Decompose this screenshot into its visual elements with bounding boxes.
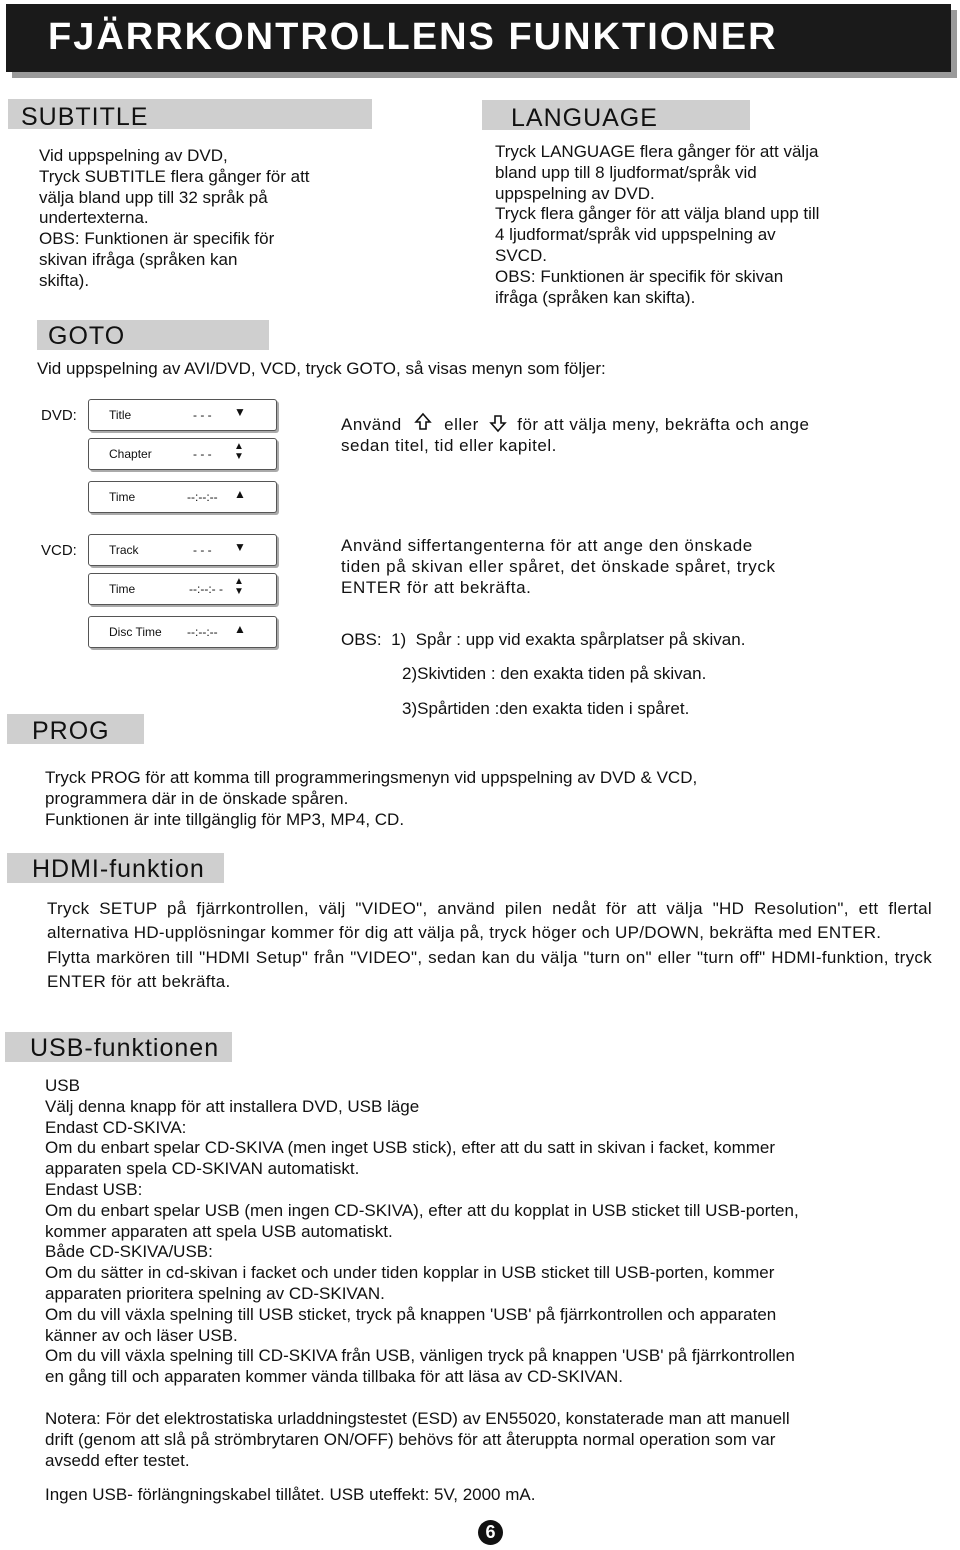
page-title: FJÄRRKONTROLLENS FUNKTIONER (48, 16, 778, 58)
subtitle-heading-text: SUBTITLE (21, 103, 149, 131)
dvd-text-a: Använd (341, 415, 402, 434)
up-down-arrow-icon: ▲ ▼ (234, 576, 244, 597)
subtitle-line: skivan ifråga (språken kan (39, 249, 238, 269)
language-heading (482, 100, 750, 130)
subtitle-heading (8, 99, 372, 129)
title-bar (6, 4, 951, 72)
prog-line: Tryck PROG för att komma till programmeringsmenyn vid uppspelning av DVD & VCD, (45, 768, 698, 787)
usb-line: USB (45, 1076, 80, 1095)
usb-text (45, 1076, 799, 1388)
usb-line: Endast USB: (45, 1179, 143, 1199)
hdmi-heading (7, 853, 224, 883)
goto-heading-text: GOTO (48, 322, 126, 350)
language-line: SVCD. (495, 245, 547, 265)
language-line: uppspelning av DVD. (495, 183, 655, 203)
up-arrow-icon: ▲ (234, 487, 246, 501)
usb-line: apparaten spela CD-SKIVAN automatiskt. (45, 1159, 360, 1179)
subtitle-line: skifta). (39, 270, 90, 290)
hdmi-text (47, 897, 932, 994)
language-text (495, 142, 819, 308)
dvd-instruction (341, 412, 809, 457)
box-label: Time (109, 490, 136, 504)
usb-heading-text: USB-funktionen (30, 1034, 220, 1062)
box-value: --:--:-- (187, 625, 218, 639)
usb-line: Om du vill växla spelning till CD-SKIVA från USB, vänligen tryck på knappen 'USB' på fjärrkontrollen (45, 1346, 795, 1366)
language-line: Tryck flera gånger för att välja bland upp till (495, 204, 820, 224)
prog-line: programmera där in de önskade spåren. (45, 788, 349, 808)
box-value: - - - (193, 447, 212, 461)
box-label: Title (109, 408, 132, 422)
language-line: Tryck LANGUAGE flera gånger för att välja (495, 142, 819, 161)
language-line: bland upp till 8 ljudformat/språk vid (495, 162, 757, 182)
dvd-title-box (88, 399, 277, 431)
usb-line: en gång till och apparaten kommer vända tillbaka för att läsa av CD-SKIVAN. (45, 1367, 623, 1387)
prog-heading-text: PROG (32, 717, 110, 745)
box-label: Chapter (109, 447, 152, 461)
usb-line: Om du vill växla spelning till USB sticket, tryck på knappen 'USB' på fjärrkontrollen och apparaten (45, 1304, 777, 1324)
usb-line: Välj denna knapp för att installera DVD, USB läge (45, 1096, 420, 1116)
box-label: Track (109, 543, 139, 557)
obs-note-1: OBS: 1) Spår : upp vid exakta spårplatser på skivan. (341, 630, 746, 649)
box-value: - - - (193, 408, 212, 422)
page-number: 6 (478, 1520, 503, 1545)
usb-note (45, 1409, 790, 1471)
usb-line: Om du enbart spelar CD-SKIVA (men inget USB stick), efter att du satt in skivan i facket, kommer (45, 1138, 776, 1158)
subtitle-line: undertexterna. (39, 208, 149, 228)
prog-heading (7, 714, 144, 744)
dvd-instruction-line-1 (341, 412, 809, 436)
hdmi-heading-text: HDMI-funktion (32, 855, 205, 883)
vcd-label: VCD: (41, 542, 77, 559)
usb-line: känner av och läser USB. (45, 1325, 238, 1345)
subtitle-text (39, 146, 310, 292)
usb-heading (5, 1032, 232, 1062)
usb-line: Både CD-SKIVA/USB: (45, 1242, 213, 1262)
vcd-line: ENTER för att bekräfta. (341, 577, 532, 597)
box-label: Time (109, 582, 136, 596)
goto-heading (37, 320, 269, 350)
vcd-instruction (341, 536, 776, 598)
subtitle-line: Tryck SUBTITLE flera gånger för att (39, 166, 310, 186)
obs-note-2: 2)Skivtiden : den exakta tiden på skivan. (402, 664, 707, 683)
dvd-text-c: för att välja meny, bekräfta och ange (517, 415, 810, 434)
down-arrow-outline-icon (488, 413, 508, 433)
down-arrow-icon: ▼ (234, 405, 246, 419)
usb-line: Endast CD-SKIVA: (45, 1117, 187, 1137)
dvd-chapter-box (88, 438, 277, 470)
dvd-text-b: eller (444, 415, 479, 434)
box-value: - - - (193, 543, 212, 557)
usb-line: apparaten prioritera spelning av CD-SKIVAN. (45, 1283, 385, 1303)
dvd-time-box (88, 481, 277, 513)
usb-line: Om du sätter in cd-skivan i facket och under tiden kopplar in USB sticket till USB-porten, kommer (45, 1263, 775, 1283)
hdmi-paragraph: Tryck SETUP på fjärrkontrollen, välj "VIDEO", använd pilen nedåt för att välja "HD Resolution", ett flertal alternativa HD-upplösningar kommer för dig att välja på, tryck höger och UP/DOWN, bekräfta med ENTER. (47, 899, 932, 943)
hdmi-paragraph: Flytta markören till "HDMI Setup" från "VIDEO", sedan kan du välja "turn on" eller "turn off" HDMI-funktion, tryck ENTER för att bekräfta. (47, 947, 932, 991)
usb-final-note: Ingen USB- förlängningskabel tillåtet. USB uteffekt: 5V, 2000 mA. (45, 1485, 536, 1504)
usb-line: kommer apparaten att spela USB automatiskt. (45, 1221, 393, 1241)
subtitle-line: OBS: Funktionen är specifik för (39, 229, 275, 249)
vcd-disc-time-box (88, 616, 277, 648)
dvd-label: DVD: (41, 407, 77, 424)
up-arrow-icon: ▲ (234, 622, 246, 636)
up-down-arrow-icon: ▲ ▼ (234, 441, 244, 462)
note-line: Notera: För det elektrostatiska urladdningstestet (ESD) av EN55020, konstaterade man att manuell (45, 1409, 790, 1428)
note-line: drift (genom att slå på strömbrytaren ON/OFF) behövs för att återuppta normal operation som var (45, 1429, 776, 1449)
box-value: --:--:- - (189, 582, 223, 596)
prog-text (45, 768, 697, 830)
box-value: --:--:-- (187, 490, 218, 504)
dvd-instruction-line-2: sedan titel, tid eller kapitel. (341, 435, 557, 455)
vcd-line: Använd siffertangenterna för att ange den önskade (341, 536, 753, 555)
vcd-time-box (88, 573, 277, 605)
subtitle-line: Vid uppspelning av DVD, (39, 146, 228, 165)
note-line: avsedd efter testet. (45, 1450, 190, 1470)
down-arrow-icon: ▼ (234, 540, 246, 554)
language-line: 4 ljudformat/språk vid uppspelning av (495, 225, 776, 245)
vcd-line: tiden på skivan eller spåret, det önskade spåret, tryck (341, 556, 776, 576)
obs-note-3: 3)Spårtiden :den exakta tiden i spåret. (402, 699, 690, 718)
language-line: ifråga (språken kan skifta). (495, 287, 696, 307)
goto-intro: Vid uppspelning av AVI/DVD, VCD, tryck GOTO, så visas menyn som följer: (37, 359, 606, 378)
subtitle-line: välja bland upp till 32 språk på (39, 187, 268, 207)
language-heading-text: LANGUAGE (511, 104, 658, 132)
vcd-track-box (88, 534, 277, 566)
up-arrow-outline-icon (413, 412, 433, 432)
language-line: OBS: Funktionen är specifik för skivan (495, 266, 784, 286)
prog-line: Funktionen är inte tillgänglig för MP3, MP4, CD. (45, 809, 405, 829)
box-label: Disc Time (109, 625, 162, 639)
usb-line: Om du enbart spelar USB (men ingen CD-SKIVA), efter att du kopplat in USB sticket till USB-porten, (45, 1200, 799, 1220)
